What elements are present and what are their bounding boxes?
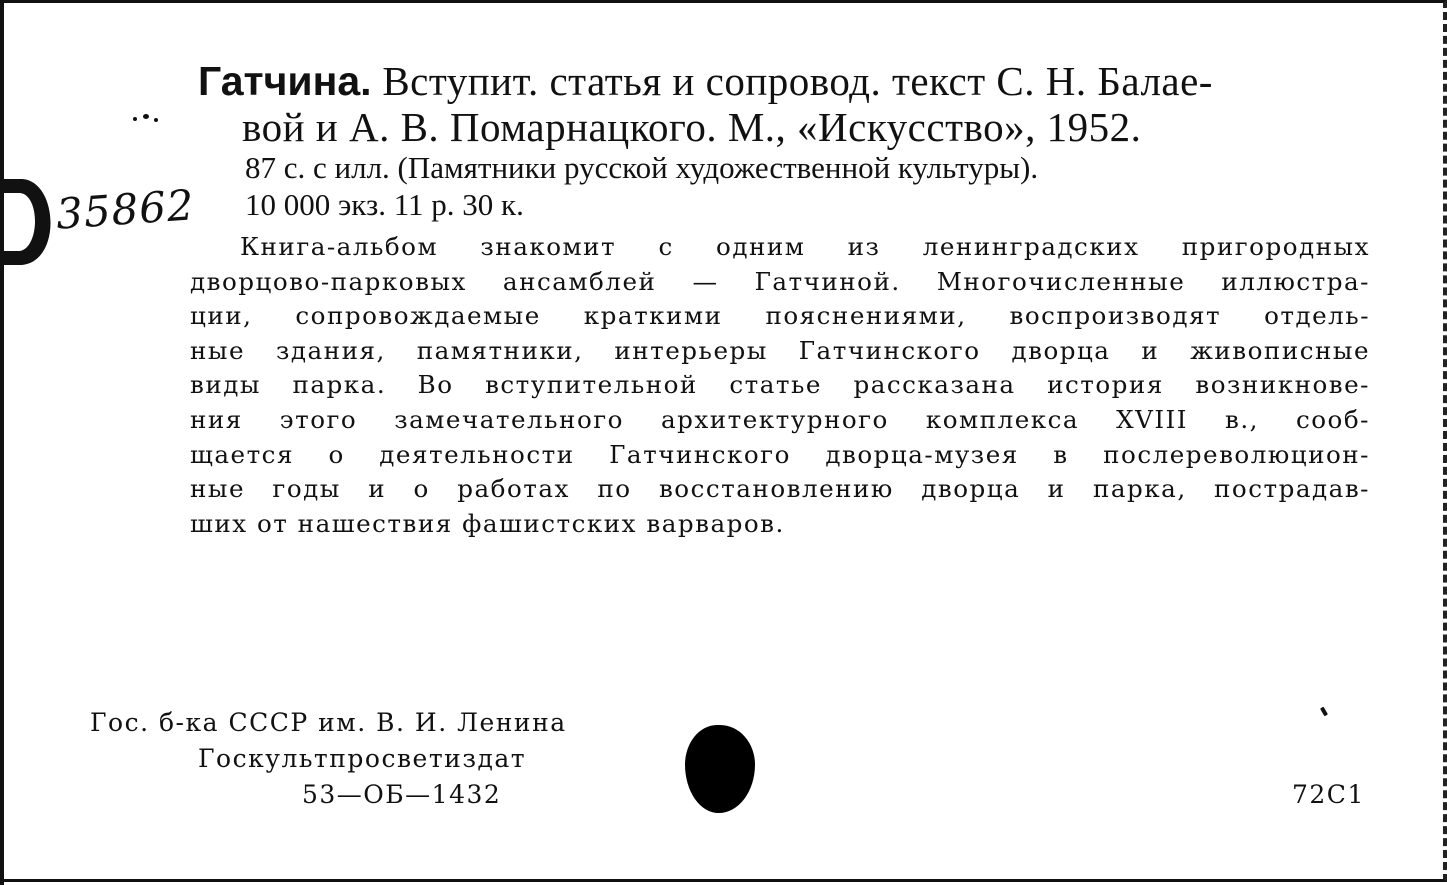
publisher-name: Госкультпросветиздат: [198, 744, 527, 773]
print-speck: [133, 117, 137, 121]
annotation-line: щается о деятельности Гатчинского дворца-музея в послереволюцион-: [190, 439, 1370, 469]
annotation-line: ные годы и о работах по восстановлению дворца и парка, пострадав-: [190, 474, 1370, 504]
print-speck: [143, 114, 149, 119]
annotation-paragraph: [190, 230, 1370, 541]
library-name: Гос. б-ка СССР им. В. И. Ленина: [90, 708, 567, 737]
annotation-line: ших от нашествия фашистских варваров.: [190, 508, 785, 538]
punch-hole: [685, 725, 755, 813]
annotation-line: ния этого замечательного архитектурного комплекса XVIII в., сооб-: [190, 404, 1370, 434]
title-line-2: [242, 104, 1141, 150]
title-line-1: [198, 58, 1213, 104]
card-number: 53—ОБ—1432: [302, 780, 502, 809]
classification-code: 72С1: [1292, 780, 1365, 809]
title-line-2-text: вой и А. В. Помарнацкого. М., «Искусство», 1952.: [242, 104, 1142, 150]
imprint-line-1: 87 с. с илл. (Памятники русской художественной культуры).: [245, 150, 1039, 185]
annotation-line: ные здания, памятники, интерьеры Гатчинского дворца и живописные: [190, 335, 1370, 365]
annotation-line: дворцово-парковых ансамблей — Гатчиной. Многочисленные иллюстра-: [190, 266, 1370, 296]
title-line-1-text: Вступит. статья и сопровод. текст С. Н. Балае-: [371, 58, 1213, 104]
annotation-line: Книга-альбом знакомит с одним из ленинградских пригородных: [240, 232, 1370, 261]
imprint-line-2: 10 000 экз. 11 р. 30 к.: [245, 187, 524, 222]
print-speck: [154, 118, 158, 122]
title-bold-word: Гатчина.: [198, 58, 372, 104]
call-number-text: 35862: [54, 180, 197, 239]
print-speck: [1320, 707, 1328, 717]
card-left-edge: [0, 3, 4, 885]
annotation-line: ции, сопровождаемые краткими пояснениями, воспроизводят отдель-: [190, 301, 1370, 331]
annotation-line: виды парка. Во вступительной статье рассказана история возникнове-: [190, 370, 1370, 400]
